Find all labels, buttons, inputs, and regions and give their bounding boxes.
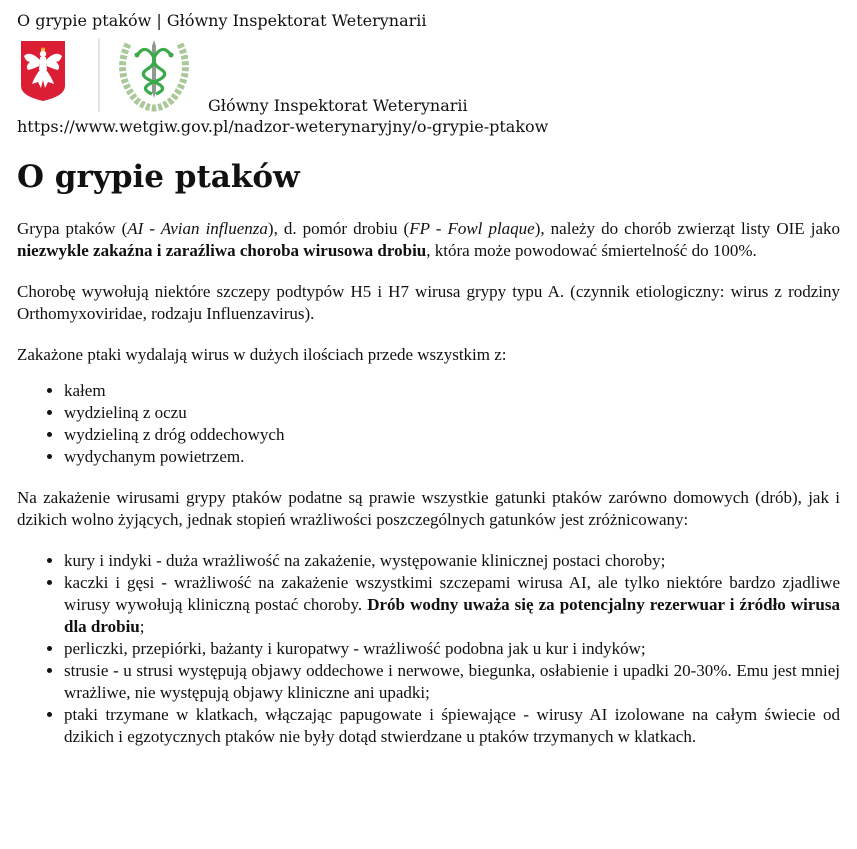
text: Grypa ptaków (: [17, 219, 128, 238]
list-item: • wydzieliną z dróg oddechowych: [64, 424, 840, 446]
list-item: • kury i indyki - duża wrażliwość na zakażenie, występowanie klinicznej postaci choroby;: [64, 550, 840, 572]
paragraph-shedding: Zakażone ptaki wydalają wirus w dużych ilościach przede wszystkim z:: [17, 345, 507, 364]
species-list: [17, 550, 840, 748]
list-item: • wydychanym powietrzem.: [64, 446, 840, 468]
text: ), należy do chorób zwierząt listy OIE jako: [534, 219, 841, 238]
italic-term: AI - Avian influenza: [127, 219, 268, 238]
bold-emphasis: Drób wodny uważa się za potencjalny rezerwuar i źródło wirusa dla drobiu: [64, 595, 840, 636]
logo-divider: [98, 38, 100, 112]
text: kaczki i gęsi - wrażliwość na zakażenie wszystkimi szczepami wirusa AI, ale tylko niektóre bardzo zjadliwe wirusy wywołują kliniczną postać choroby.: [64, 573, 840, 614]
bold-emphasis: niezwykle zakaźna i zaraźliwa choroba wirusowa drobiu: [17, 241, 427, 260]
paragraph-susceptibility: Na zakażenie wirusami grypy ptaków podatne są prawie wszystkie gatunki ptaków zarówno domowych (drób), jak i dzikich wolno żyjących, jednak stopień wrażliwości poszczególnych gatunków jest zróżnicowany:: [17, 488, 840, 529]
page-title: O grypie ptaków: [17, 159, 300, 195]
list-item: • perliczki, przepiórki, bażanty i kuropatwy - wrażliwość podobna jak u kur i indyków;: [64, 638, 840, 660]
text: ), d. pomór drobiu (: [267, 219, 410, 238]
page-url: https://www.wetgiw.gov.pl/nadzor-weterynaryjny/o-grypie-ptakow: [17, 117, 549, 136]
list-item: • strusie - u strusi występują objawy oddechowe i nerwowe, biegunka, osłabienie i upadki 20-30%. Emu jest mniej wrażliwe, nie występują objawy kliniczne ani upadki;: [64, 660, 840, 704]
logo-caption: Główny Inspektorat Weterynarii: [208, 96, 468, 115]
list-item: • ptaki trzymane w klatkach, włączając papugowate i śpiewające - wirusy AI izolowane na całym świecie od dzikich i egzotycznych ptaków nie były dotąd stwierdzane u ptaków trzymanych w klatkach.: [64, 704, 840, 748]
text: ;: [139, 617, 145, 636]
list-item: • kałem: [64, 380, 840, 402]
paragraph-etiology: Chorobę wywołują niektóre szczepy podtypów H5 i H7 wirusa grypy typu A. (czynnik etiologiczny: wirus z rodziny Orthomyxoviridae, rodzaju Influenzavirus).: [17, 282, 840, 323]
document-title: O grypie ptaków | Główny Inspektorat Weterynarii: [17, 11, 427, 30]
italic-term: FP - Fowl plaque: [409, 219, 535, 238]
list-item: • wydzieliną z oczu: [64, 402, 840, 424]
veterinary-caduceus-wreath-icon: [114, 36, 194, 112]
list-item: [64, 572, 840, 638]
shedding-list: [17, 380, 840, 468]
text: , która może powodować śmiertelność do 100%.: [426, 241, 757, 260]
paragraph-intro: [17, 218, 840, 262]
logo-header: [17, 36, 840, 115]
polish-eagle-emblem-icon: [20, 40, 66, 102]
